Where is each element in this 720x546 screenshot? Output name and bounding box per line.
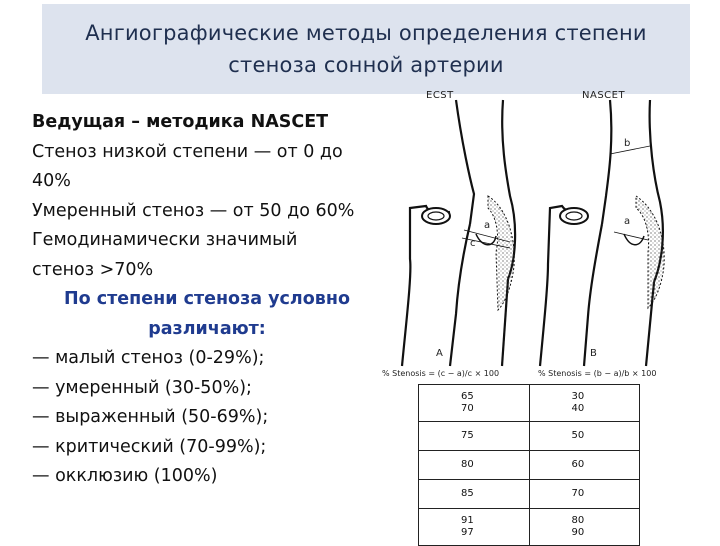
moderate-stenosis-text: Умеренный стеноз — от 50 до 60%: [32, 200, 355, 221]
classification-item: — малый стеноз (0-29%);: [32, 348, 265, 368]
hemodynamic-line-1: Гемодинамически значимый: [32, 230, 298, 250]
table-row: [419, 422, 640, 451]
artery-left: [402, 100, 515, 366]
classification-item: — умеренный (30-50%);: [32, 377, 252, 398]
nascet-value: 60: [571, 459, 585, 470]
low-stenosis-line-2: 40%: [32, 171, 71, 191]
artery-diagram: [378, 84, 678, 384]
ecst-cell: [419, 422, 530, 451]
label-b: b: [624, 138, 631, 149]
nascet-value: 70: [571, 488, 585, 499]
classification-item: — окклюзию (100%): [32, 466, 218, 486]
nascet-value: 50: [571, 430, 585, 441]
panel-b-label: B: [590, 348, 598, 359]
table-row: [419, 480, 640, 509]
ecst-value: 80: [461, 459, 474, 470]
ecst-label: ECST: [426, 90, 454, 101]
nascet-cell: [529, 385, 640, 422]
stenosis-correspondence-table: [418, 384, 640, 546]
table-row: [419, 451, 640, 480]
label-c: c: [470, 238, 476, 249]
ecst-value: 75: [461, 430, 474, 441]
nascet-value: 80 90: [571, 515, 585, 538]
classification-heading-2: различают:: [148, 318, 266, 339]
panel-a-label: A: [436, 348, 444, 359]
title-banner: [42, 4, 690, 94]
ecst-cell: [419, 451, 530, 480]
artery-right: [540, 100, 664, 366]
ecst-cell: [419, 385, 530, 422]
nascet-value: 30 40: [571, 391, 585, 414]
page-title-line-1: Ангиографические методы определения степени: [85, 21, 647, 45]
ecst-value: 85: [461, 488, 474, 499]
classification-item: — выраженный (50-69%);: [32, 407, 269, 427]
low-stenosis-line-1: Стеноз низкой степени — от 0 до: [32, 141, 343, 162]
nascet-cell: [529, 422, 640, 451]
page-title-line-2: стеноза сонной артерии: [228, 53, 504, 77]
ecst-value: 65 70: [461, 391, 474, 414]
body-text: [32, 108, 392, 492]
lead-text: Ведущая – методика NASCET: [32, 112, 329, 132]
label-a-right: a: [624, 216, 631, 227]
ecst-formula: % Stenosis = (c − a)/c × 100: [382, 369, 500, 378]
nascet-cell: [529, 451, 640, 480]
nascet-formula: % Stenosis = (b − a)/b × 100: [538, 369, 657, 378]
classification-item: — критический (70-99%);: [32, 436, 267, 457]
nascet-label: NASCET: [582, 90, 626, 101]
ecst-value: 91 97: [461, 515, 474, 538]
label-a: a: [484, 220, 491, 231]
ecst-cell: [419, 480, 530, 509]
nascet-cell: [529, 480, 640, 509]
hemodynamic-line-2: стеноз >70%: [32, 259, 154, 280]
table-row: [419, 385, 640, 422]
classification-heading-1: По степени стеноза условно: [64, 289, 350, 309]
